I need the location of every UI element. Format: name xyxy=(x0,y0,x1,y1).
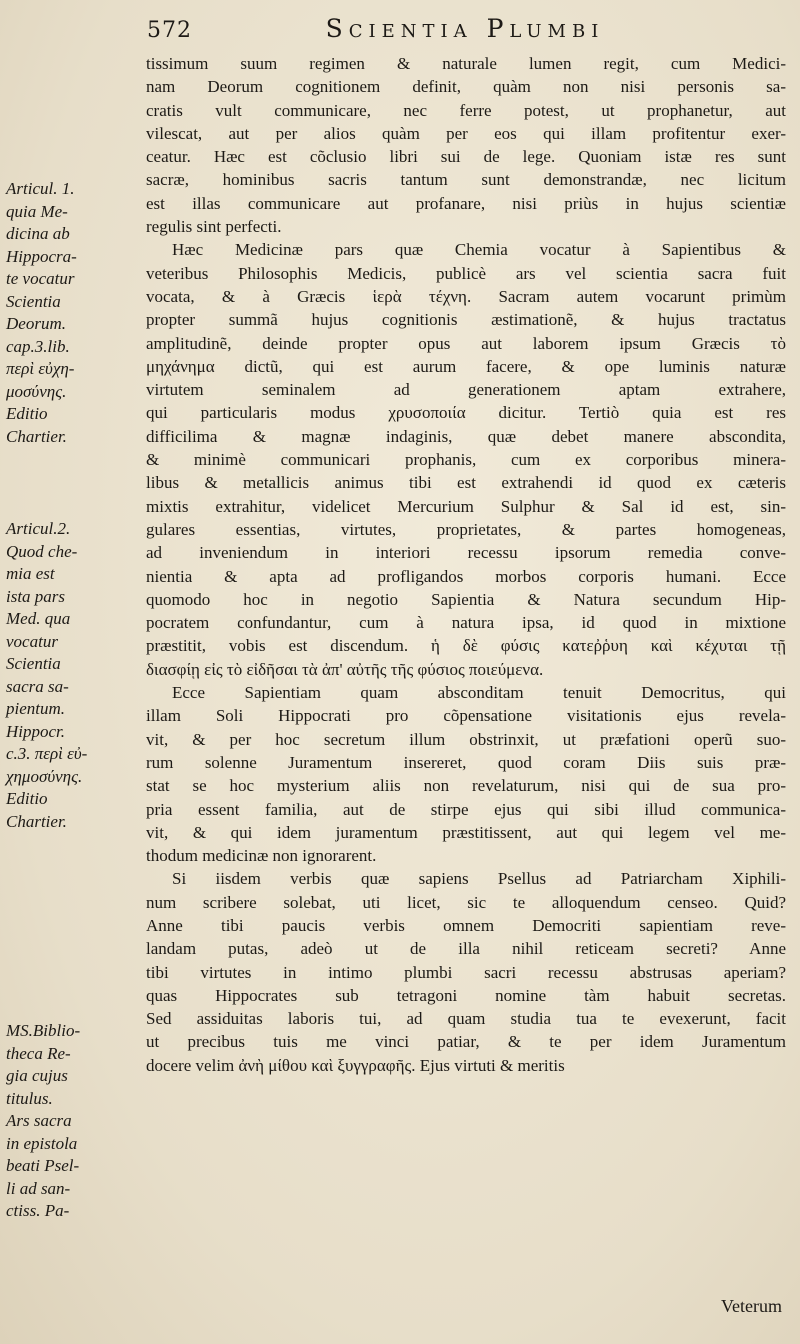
body-text xyxy=(146,52,786,1077)
text-line: docere velim ἀνὴ μίθου καὶ ξυγγραφῆς. Ejus virtuti & meritis xyxy=(146,1055,565,1075)
text-line: gulares essentias, virtutes, proprietates, & partes homogeneas, xyxy=(146,519,786,539)
margin-note-1: Articul. 1. quia Me- dicina ab Hippocra- te vocatur Scientia Deorum. cap.3.lib. περὶ εὐχη- μοσύνης. Editio Chartier. xyxy=(6,179,77,446)
text-line: rum solenne Juramentum insereret, quod coram Diis suis præ- xyxy=(146,752,786,772)
text-line: virtutem seminalem ad generationem aptam extrahere, xyxy=(146,380,786,400)
text-line: Ecce Sapientiam quam absconditam tenuit Democritus, qui xyxy=(172,683,786,703)
text-line: difficilima & magnæ indaginis, quæ debet manere abscondita, xyxy=(146,426,786,446)
text-line: regulis sint perfecti. xyxy=(146,217,282,237)
margin-note-2: Articul.2. Quod che- mia est ista pars Med. qua vocatur Scientia sacra sa- pientum. Hippocr. c.3. περὶ εὐ- χημοσύνης. Editio Chartier. xyxy=(6,519,88,831)
text-line: cratis vult communicare, nec ferre potest, ut prophanetur, aut xyxy=(146,100,786,120)
text-line: num scribere solebat, uti licet, sic te alloquendum censeo. Quid? xyxy=(146,892,786,912)
text-line: mixtis extrahitur, videlicet Mercurium Sulphur & Sal id est, sin- xyxy=(146,496,786,516)
text-line: thodum medicinæ non ignorarent. xyxy=(146,846,377,866)
text-line: quomodo hoc in negotio Sapientia & Natura secundum Hip- xyxy=(146,589,786,609)
text-line: veteribus Philosophis Medicis, publicè ars vel scientia sacra fuit xyxy=(146,263,786,283)
text-line: ceatur. Hæc est cõclusio libri sui de lege. Quoniam istæ res sunt xyxy=(146,147,786,167)
text-line: Hæc Medicinæ pars quæ Chemia vocatur à Sapientibus & xyxy=(172,240,786,260)
page-header xyxy=(145,14,785,48)
text-line: tissimum suum regimen & naturale lumen regit, cum Medici- xyxy=(146,54,786,73)
text-line: vocata, & à Græcis ἱερὰ τέχνη. Sacram autem vocarunt primùm xyxy=(146,286,786,306)
running-head: Scientia Plumbi xyxy=(325,14,605,43)
text-line: vilescat, aut per alios quàm per eos qui illam profitentur exer- xyxy=(146,123,786,143)
text-line: ad inveniendum in interiori recessu ipsorum remedia conve- xyxy=(146,543,786,563)
text-line: landam putas, adeò ut de illa nihil reticeam secreti? Anne xyxy=(146,939,786,959)
text-line: libus & metallicis animus tibi est extrahendi id quod ex cæteris xyxy=(146,473,786,493)
text-line: tibi virtutes in intimo plumbi sacri recessu abstrusas aperiam? xyxy=(146,962,786,982)
text-line: μηχάνημα dictũ, qui est aurum facere, & ope luminis naturæ xyxy=(146,356,786,376)
text-line: nam Deorum cognitionem definit, quàm non nisi personis sa- xyxy=(146,77,786,97)
text-line: illam Soli Hippocrati pro cõpensatione visitationis ejus revela- xyxy=(146,706,786,726)
text-line: est illas communicare aut profanare, nisi priùs in hujus scientiæ xyxy=(146,193,786,213)
text-line: διασφίῃ εἰς τὸ εἰδῆσαι τὰ ἀπ' αὐτῆς τῆς φύσιος ποιεύμενα. xyxy=(146,659,544,679)
text-line: Sed assiduitas laboris tui, ad quam studia tua te evexerunt, facit xyxy=(146,1009,786,1029)
text-line: pria essent familia, aut de stirpe ejus qui sibi illud communica- xyxy=(146,799,786,819)
text-line: præstitit, vobis est discendum. ἡ δὲ φύσις κατεῤῥυη καὶ κέχυται τῇ xyxy=(146,636,786,656)
catchword: Veterum xyxy=(721,1296,782,1316)
text-line: vit, & per hoc secretum illum obstrinxit, ut præfationi operũ suo- xyxy=(146,729,786,749)
text-line: Si iisdem verbis quæ sapiens Psellus ad Patriarcham Xiphili- xyxy=(172,869,786,889)
text-line: pocratem confundantur, cum à natura ipsa, id quod in mixtione xyxy=(146,613,786,633)
text-line: & minimè communicari prophanis, cum ex corporibus minera- xyxy=(146,450,786,470)
text-line: nientia & apta ad profligandos morbos corporis humani. Ecce xyxy=(146,566,786,586)
text-line: qui particularis modus χρυσοποιία dicitur. Tertiò quia est res xyxy=(146,403,786,423)
text-line: quas Hippocrates sub tetragoni nomine tàm habuit secretas. xyxy=(146,985,786,1005)
text-line: stat se hoc mysterium aliis non revelaturum, nisi qui de sua pro- xyxy=(146,776,786,796)
margin-note-3: MS.Biblio- theca Re- gia cujus titulus. Ars sacra in epistola beati Psel- li ad san- ctiss. Pa- xyxy=(6,1021,81,1220)
text-line: ut precibus tuis me vinci patiar, & te per idem Juramentum xyxy=(146,1032,786,1052)
text-line: amplitudinẽ, deinde propter opus aut laborem ipsum Græcis τὸ xyxy=(146,333,786,353)
text-line: vit, & qui idem juramentum præstitissent, aut qui legem vel me- xyxy=(146,822,786,842)
text-line: sacræ, hominibus sacris tantum sunt demonstrandæ, nec licitum xyxy=(146,170,786,190)
page-number: 572 xyxy=(147,18,192,43)
text-line: propter summã hujus cognitionis æstimationẽ, & hujus tractatus xyxy=(146,310,786,330)
text-line: Anne tibi paucis verbis omnem Democriti sapientiam reve- xyxy=(146,915,786,935)
